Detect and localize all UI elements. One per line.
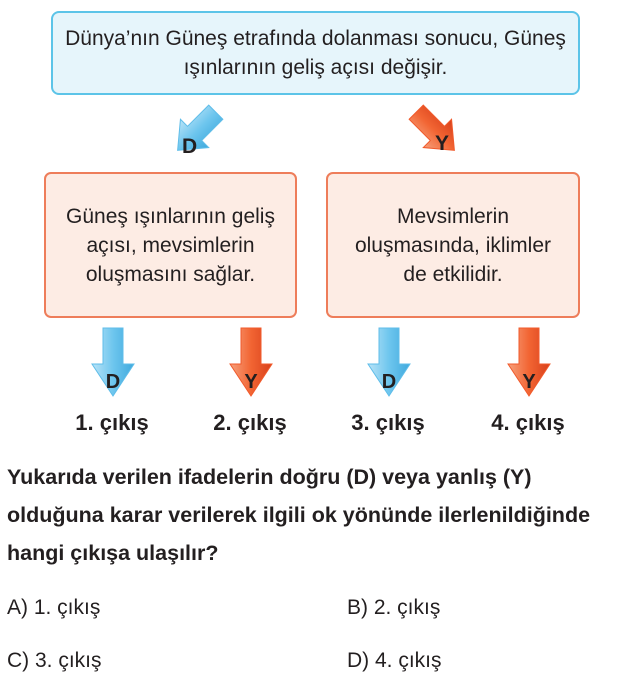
false-arrow-label: Y [435, 132, 450, 155]
option-a[interactable]: A) 1. çıkış [7, 596, 101, 619]
exit-4-label: 4. çıkış [491, 410, 565, 435]
true-arrow-label: D [182, 135, 198, 158]
question-text: Yukarıda verilen ifadelerin doğru (D) veya yanlış (Y) olduğuna karar verilerek ilgili ok yönünde ilerlenildiğinde hangi çıkışa ulaşılır? [7, 465, 591, 565]
exit-2-label: 2. çıkış [213, 410, 287, 435]
exit-3-label: 3. çıkış [351, 410, 425, 435]
statement-left-box [44, 172, 297, 318]
exit-2-false-arrow-icon [228, 326, 274, 398]
statement-left-text: Güneş ışınlarının geliş açısı, mevsimlerin oluşmasını sağlar. [66, 204, 275, 286]
exit-3-arrow-label: D [381, 371, 397, 393]
statement-right-text: Mevsimlerin oluşmasında, iklimler de etkilidir. [354, 204, 552, 286]
option-b[interactable]: B) 2. çıkış [347, 596, 441, 619]
exit-1-true-arrow-icon [90, 326, 136, 398]
true-arrow-diagonal-icon [160, 100, 230, 166]
exit-4-false-arrow-icon [506, 326, 552, 398]
false-arrow-diagonal-icon [402, 100, 472, 166]
statement-top-box [51, 11, 580, 95]
option-c[interactable]: C) 3. çıkış [7, 649, 102, 672]
exit-1-arrow-label: D [105, 371, 121, 393]
exit-1-label: 1. çıkış [75, 410, 149, 435]
option-d[interactable]: D) 4. çıkış [347, 649, 442, 672]
statement-top-text: Dünya’nın Güneş etrafında dolanması sonucu, Güneş ışınlarının geliş açısı değişir. [65, 27, 566, 79]
exit-2-arrow-label: Y [244, 371, 258, 393]
exit-4-arrow-label: Y [522, 371, 536, 393]
statement-right-box [326, 172, 580, 318]
exit-3-true-arrow-icon [366, 326, 412, 398]
